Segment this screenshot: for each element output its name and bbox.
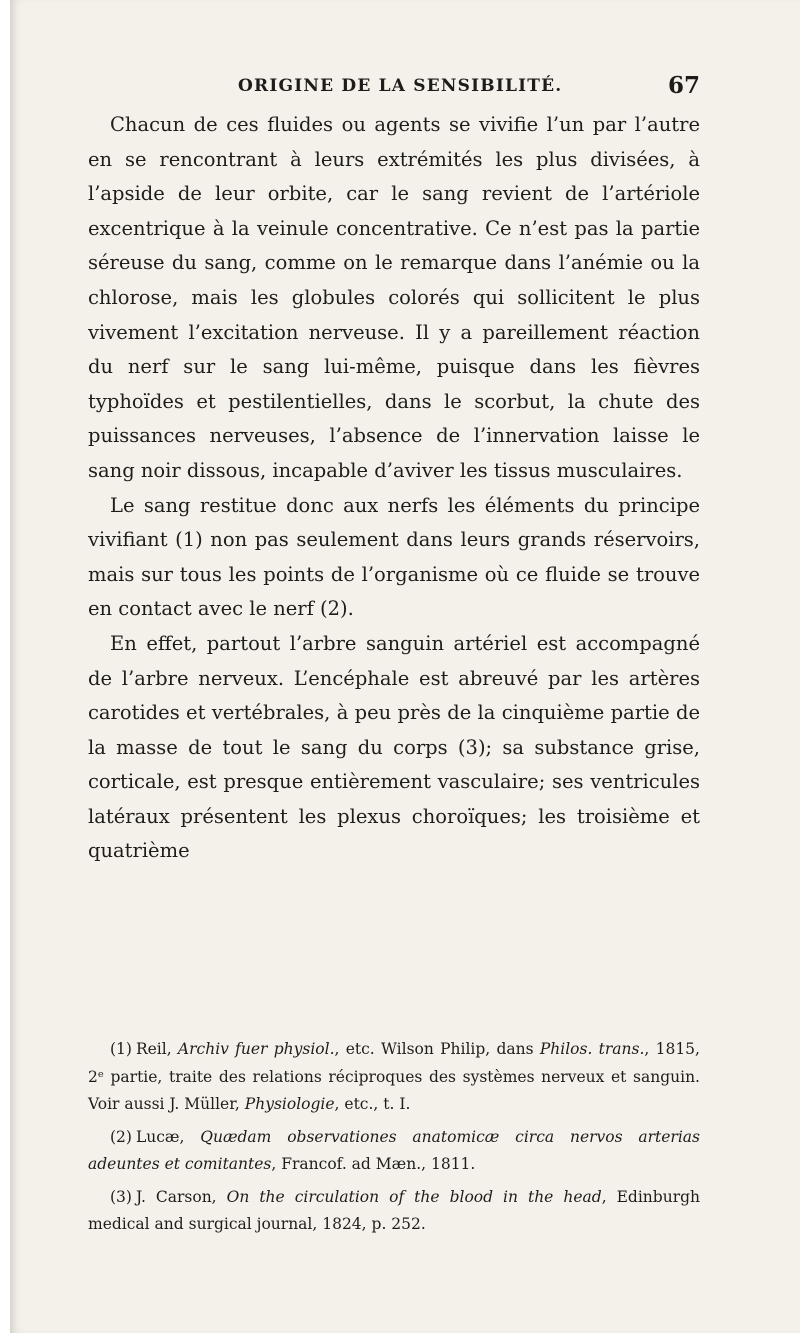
footnote-text: , Francof. ad Mæn., 1811.: [271, 1155, 476, 1173]
body-text: [88, 108, 700, 869]
footnote-title: Archiv fuer physiol.: [177, 1040, 335, 1058]
footnote-title: Physiologie: [244, 1095, 335, 1113]
footnote-text: , etc., t. I.: [334, 1095, 411, 1113]
footnote-title: On the circulation of the blood in the head: [226, 1187, 602, 1206]
footnote-2: [88, 1124, 700, 1179]
footnote-marker: (2): [110, 1127, 132, 1146]
page-header: [88, 70, 700, 104]
footnote-marker: (3): [110, 1187, 132, 1206]
footnote-text: , Edinburgh medical and surgical journal, 1824, p. 252.: [88, 1187, 701, 1233]
paragraph-3: En effet, partout l’arbre sanguin artériel est accompagné de l’arbre nerveux. L’encéphale est abreuvé par les artères carotides et vertébrales, à peu près de la cinquième partie de la masse de tout le sang du corps (3); sa substance grise, corticale, est presque entièrement vasculaire; ses ventricules latéraux présentent les plexus choroïques; les troisième et quatrième: [88, 631, 700, 863]
page-number: 67: [667, 72, 700, 99]
footnote-marker: (1): [110, 1040, 132, 1058]
footnote-text: , etc. Wilson Philip, dans: [334, 1040, 540, 1058]
footnote-text: J. Carson,: [135, 1187, 227, 1206]
footnote-title: Philos. trans.: [539, 1040, 645, 1058]
paragraph-2: Le sang restitue donc aux nerfs les éléments du principe vivifiant (1) non pas seulement dans leurs grands réservoirs, mais sur tous les points de l’organisme où ce fluide se trouve en contact avec le nerf (2).: [88, 493, 700, 621]
footnote-title: Quædam observationes anatomicæ circa nervos arterias adeuntes et comitantes: [88, 1127, 700, 1173]
footnote-text: Lucæ,: [135, 1127, 201, 1146]
footnotes: [88, 1036, 700, 1244]
footnote-3: [88, 1184, 700, 1239]
paragraph-1: Chacun de ces fluides ou agents se vivifie l’un par l’autre en se rencontrant à leurs extrémités les plus divisées, à l’apside de leur orbite, car le sang revient de l’artériole excentrique à la veinule concentrative. Ce n’est pas la partie séreuse du sang, comme on le remarque dans l’anémie ou la chlorose, mais les globules colorés qui sollicitent le plus vivement l’excitation nerveuse. Il y a pareillement réaction du nerf sur le sang lui-même, puisque dans les fièvres typhoïdes et pestilentielles, dans le scorbut, la chute des puissances nerveuses, l’absence de l’innervation laisse le sang noir dissous, incapable d’aviver les tissus musculaires.: [88, 113, 700, 482]
book-page: [10, 0, 800, 1333]
running-title: ORIGINE DE LA SENSIBILITÉ.: [238, 76, 563, 96]
footnote-text: , 1815, 2ᵉ partie, traite des relations réciproques des systèmes nerveux et sanguin. Voir aussi J. Müller,: [88, 1040, 700, 1113]
footnote-text: Reil,: [135, 1040, 178, 1058]
footnote-1: [88, 1036, 700, 1119]
